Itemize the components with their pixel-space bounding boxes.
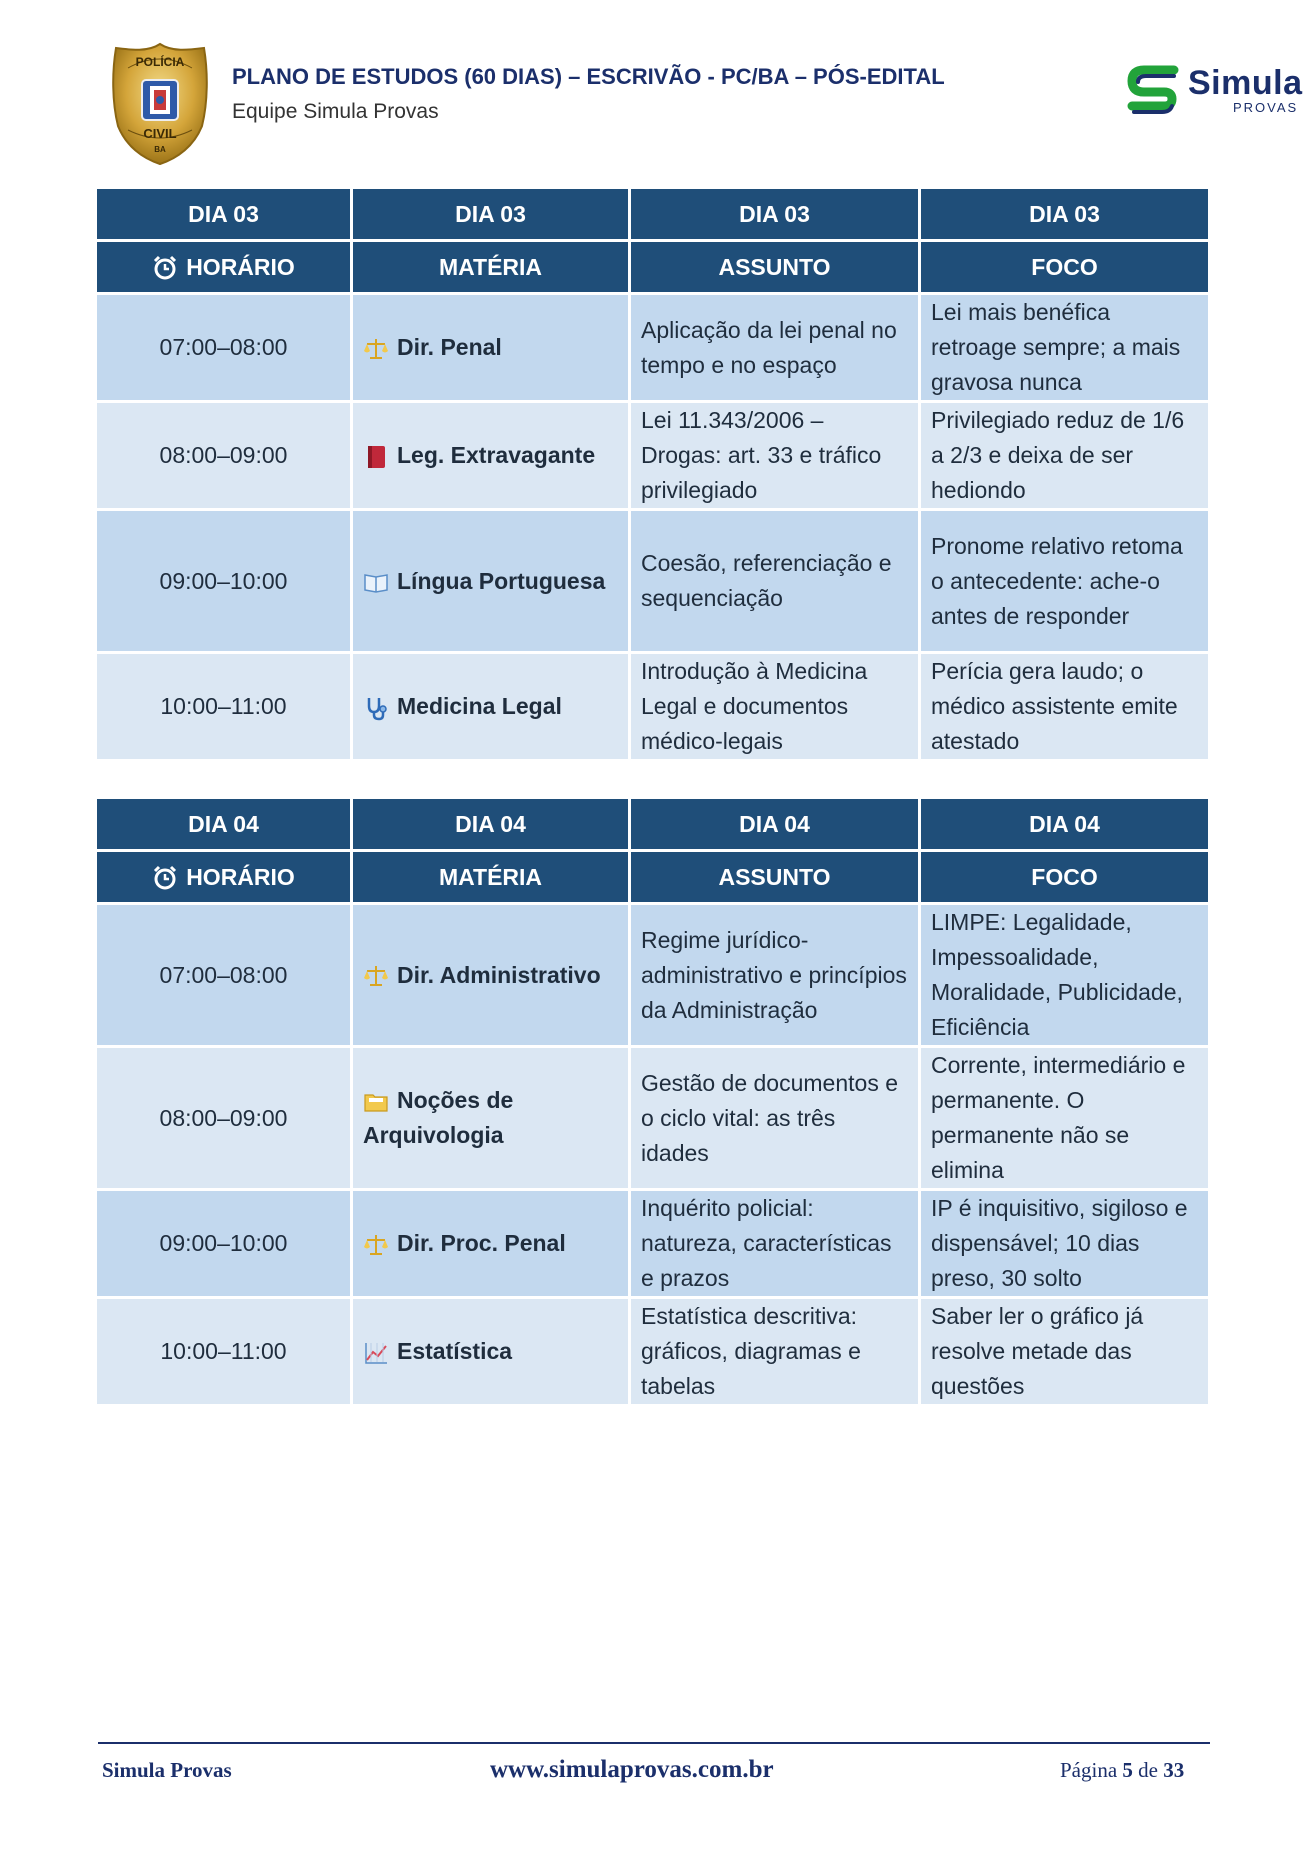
policia-civil-badge-logo (110, 42, 210, 166)
time-cell: 10:00–11:00 (97, 654, 350, 759)
column-header-foco: FOCO (921, 852, 1208, 902)
subject-cell (353, 905, 628, 1045)
badge-text-bottom: CIVIL (143, 126, 177, 141)
subject-label: Dir. Proc. Penal (397, 1230, 566, 1256)
subject-cell (353, 1299, 628, 1404)
page-separator: de (1138, 1758, 1158, 1782)
badge-text-top: POLÍCIA (135, 55, 185, 69)
table-row (97, 511, 1208, 651)
day-header: DIA 03 (631, 189, 918, 239)
topic-cell: Coesão, referenciação e sequenciação (631, 511, 918, 651)
document-subtitle: Equipe Simula Provas (232, 100, 439, 123)
logo-wordmark: Simula (1188, 64, 1303, 102)
time-cell: 09:00–10:00 (97, 511, 350, 651)
column-header-horario (97, 242, 350, 292)
time-cell: 07:00–08:00 (97, 905, 350, 1045)
subject-label: Noções de Arquivologia (363, 1087, 514, 1148)
focus-cell: Corrente, intermediário e permanente. O permanente não se elimina (921, 1048, 1208, 1188)
day-header: DIA 03 (97, 189, 350, 239)
column-header-label: HORÁRIO (186, 253, 295, 280)
topic-cell: Gestão de documentos e o ciclo vital: as três idades (631, 1048, 918, 1188)
page-total: 33 (1163, 1758, 1185, 1782)
subject-cell (353, 295, 628, 400)
schedule-table-day-03 (94, 186, 1211, 762)
focus-cell: Privilegiado reduz de 1/6 a 2/3 e deixa de ser hediondo (921, 403, 1208, 508)
footer-divider (98, 1742, 1210, 1744)
time-cell: 09:00–10:00 (97, 1191, 350, 1296)
logo-subtext: PROVAS (1233, 100, 1299, 115)
table-row (97, 403, 1208, 508)
day-header: DIA 03 (353, 189, 628, 239)
column-header-assunto: ASSUNTO (631, 852, 918, 902)
time-cell: 07:00–08:00 (97, 295, 350, 400)
subject-cell (353, 1191, 628, 1296)
time-cell: 10:00–11:00 (97, 1299, 350, 1404)
subject-label: Dir. Administrativo (397, 961, 601, 988)
column-header-foco: FOCO (921, 242, 1208, 292)
focus-cell: Pronome relativo retoma o antecedente: ache-o antes de responder (921, 511, 1208, 651)
scales-icon (363, 336, 389, 362)
column-header-materia: MATÉRIA (353, 852, 628, 902)
simula-s-icon (1126, 62, 1182, 118)
focus-cell: Perícia gera laudo; o médico assistente emite atestado (921, 654, 1208, 759)
table-row (97, 1191, 1208, 1296)
column-header-label: HORÁRIO (186, 863, 295, 890)
alarm-clock-icon (152, 255, 178, 281)
day-header: DIA 04 (97, 799, 350, 849)
subject-cell (353, 511, 628, 651)
table-row (97, 1299, 1208, 1404)
subject-label: Estatística (397, 1338, 513, 1364)
table-row (97, 654, 1208, 759)
badge-text-state: BA (154, 145, 166, 154)
page-number (1060, 1758, 1184, 1783)
focus-cell: Saber ler o gráfico já resolve metade das questões (921, 1299, 1208, 1404)
column-header-materia: MATÉRIA (353, 242, 628, 292)
time-cell: 08:00–09:00 (97, 403, 350, 508)
subject-label: Leg. Extravagante (397, 442, 596, 468)
day-header: DIA 04 (921, 799, 1208, 849)
subject-label: Medicina Legal (397, 693, 562, 719)
page-prefix: Página (1060, 1758, 1118, 1782)
column-header-horario (97, 852, 350, 902)
day-header: DIA 03 (921, 189, 1208, 239)
topic-cell: Estatística descritiva: gráficos, diagramas e tabelas (631, 1299, 918, 1404)
table-row (97, 295, 1208, 400)
day-header: DIA 04 (353, 799, 628, 849)
red-book-icon (363, 444, 389, 470)
scales-icon (363, 1232, 389, 1258)
stethoscope-icon (363, 695, 389, 721)
time-cell: 08:00–09:00 (97, 1048, 350, 1188)
open-book-icon (363, 569, 389, 595)
subject-label: Língua Portuguesa (397, 567, 606, 594)
simula-provas-logo (1126, 62, 1306, 122)
subject-label: Dir. Penal (397, 334, 502, 360)
schedule-table-day-04 (94, 796, 1211, 1407)
footer-website-link[interactable]: www.simulaprovas.com.br (490, 1756, 774, 1783)
alarm-clock-icon (152, 865, 178, 891)
topic-cell: Regime jurídico-administrativo e princípios da Administração (631, 905, 918, 1045)
table-row (97, 1048, 1208, 1188)
focus-cell: Lei mais benéfica retroage sempre; a mais gravosa nunca (921, 295, 1208, 400)
subject-cell (353, 1048, 628, 1188)
day-header: DIA 04 (631, 799, 918, 849)
page-header (0, 0, 1310, 180)
document-title: PLANO DE ESTUDOS (60 DIAS) – ESCRIVÃO - PC/BA – PÓS-EDITAL (232, 64, 945, 89)
topic-cell: Lei 11.343/2006 – Drogas: art. 33 e tráfico privilegiado (631, 403, 918, 508)
topic-cell: Aplicação da lei penal no tempo e no espaço (631, 295, 918, 400)
topic-cell: Introdução à Medicina Legal e documentos médico-legais (631, 654, 918, 759)
subject-cell (353, 654, 628, 759)
subject-cell (353, 403, 628, 508)
page-current: 5 (1122, 1758, 1133, 1782)
focus-cell: IP é inquisitivo, sigiloso e dispensável; 10 dias preso, 30 solto (921, 1191, 1208, 1296)
scales-icon (363, 963, 389, 989)
chart-icon (363, 1340, 389, 1366)
table-row (97, 905, 1208, 1045)
focus-cell: LIMPE: Legalidade, Impessoalidade, Moralidade, Publicidade, Eficiência (921, 905, 1208, 1045)
column-header-assunto: ASSUNTO (631, 242, 918, 292)
footer-brand: Simula Provas (102, 1758, 232, 1782)
topic-cell: Inquérito policial: natureza, características e prazos (631, 1191, 918, 1296)
folder-icon (363, 1089, 389, 1115)
